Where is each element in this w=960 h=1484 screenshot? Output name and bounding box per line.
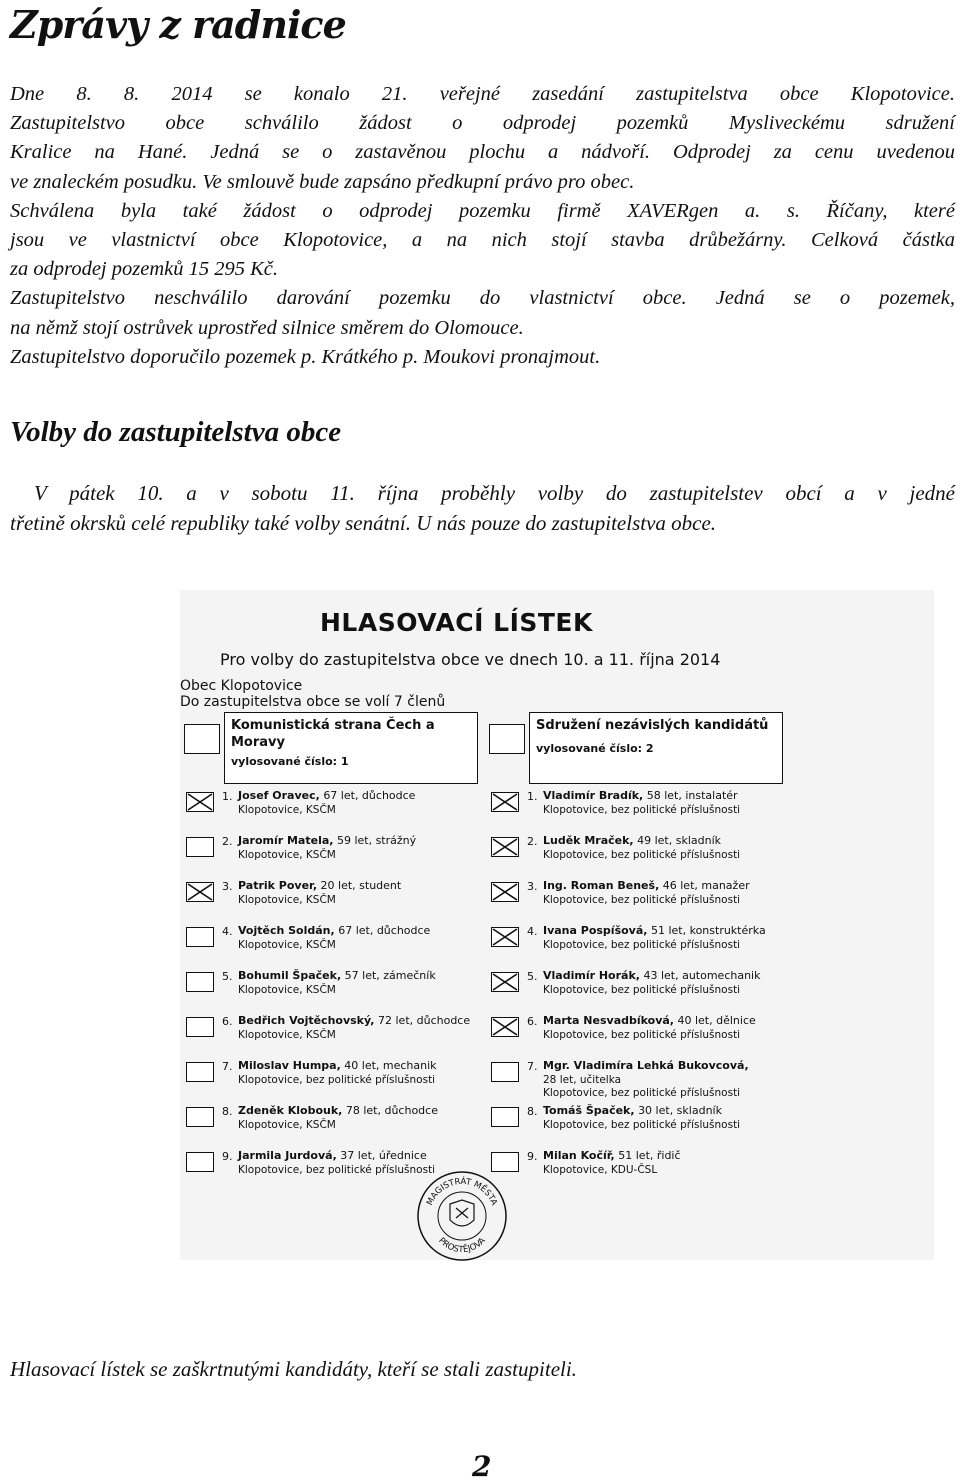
candidate-line-2: Klopotovice, KSČM <box>238 804 336 816</box>
page-number: 2 <box>472 1450 492 1483</box>
candidate-name: Bedřich Vojtěchovský, <box>238 1014 375 1027</box>
candidate-checkbox-checked[interactable] <box>491 792 519 812</box>
candidate-number: 9. <box>222 1150 233 1163</box>
candidate-name: Luděk Mraček, <box>543 834 634 847</box>
candidate-row <box>186 788 476 822</box>
candidate-info: 51 let, konstruktérka <box>650 924 766 937</box>
candidate-name: Vojtěch Soldán, <box>238 924 335 937</box>
candidate-line-1 <box>543 969 760 982</box>
page-title: Zprávy z radnice <box>10 2 346 47</box>
candidate-checkbox[interactable] <box>186 1062 214 1082</box>
paragraph-line: V pátek 10. a v sobotu 11. října proběhly volby do zastupitelstev obcí a v jedné <box>34 481 955 505</box>
candidate-number: 9. <box>527 1150 538 1163</box>
party-header <box>529 712 783 784</box>
candidate-checkbox-checked[interactable] <box>186 882 214 902</box>
candidate-row <box>491 788 781 822</box>
candidate-checkbox[interactable] <box>186 837 214 857</box>
paragraph-line: Schválena byla také žádost o odprodej pozemku firmě XAVERgen a. s. Říčany, které <box>10 199 955 222</box>
paragraph-line: Dne 8. 8. 2014 se konalo 21. veřejné zasedání zastupitelstva obce Klopotovice. <box>10 83 955 105</box>
candidate-line-2: Klopotovice, bez politické příslušnosti <box>543 1029 741 1041</box>
candidate-line-2: Klopotovice, KSČM <box>238 1029 336 1041</box>
candidate-number: 3. <box>527 880 538 893</box>
candidate-number: 4. <box>222 925 233 938</box>
paragraph-line: Zastupitelstvo doporučilo pozemek p. Krátkého p. Moukovi pronajmout. <box>10 345 601 368</box>
cross-mark-icon <box>492 793 518 811</box>
cross-mark-icon <box>187 883 213 901</box>
candidate-row <box>186 1013 476 1047</box>
paragraph-line: ve znaleckém posudku. Ve smlouvě bude zapsáno předkupní právo pro obec. <box>10 170 635 193</box>
candidate-info: 72 let, důchodce <box>378 1014 471 1027</box>
candidate-line-2: Klopotovice, bez politické příslušnosti <box>543 804 741 816</box>
candidate-number: 6. <box>527 1015 538 1028</box>
candidate-info: 57 let, zámečník <box>344 969 436 982</box>
candidate-line-2: Klopotovice, KSČM <box>238 849 336 861</box>
candidate-row <box>186 1058 476 1092</box>
cross-mark-icon <box>492 928 518 946</box>
candidate-info: 58 let, instalatér <box>646 789 738 802</box>
candidate-info: 40 let, dělnice <box>677 1014 756 1027</box>
candidate-line-1 <box>238 1149 427 1162</box>
candidate-info: 46 let, manažer <box>662 879 750 892</box>
seal-top-text: MAGISTRÁT MĚSTA <box>425 1176 499 1208</box>
candidate-line-2: Klopotovice, KSČM <box>238 894 336 906</box>
cross-mark-icon <box>492 838 518 856</box>
ballot-municipality: Obec Klopotovice <box>180 678 303 694</box>
candidate-checkbox[interactable] <box>186 1017 214 1037</box>
seal-bottom-text: PROSTĚJOVA <box>436 1235 488 1256</box>
candidate-line-1 <box>543 924 766 937</box>
paragraph-line: na němž stojí ostrůvek uprostřed silnice směrem do Olomouce. <box>10 316 524 339</box>
candidate-checkbox-checked[interactable] <box>491 927 519 947</box>
candidate-line-1 <box>543 834 721 847</box>
candidate-line-2: Klopotovice, bez politické příslušnosti <box>543 984 741 996</box>
candidate-line-1 <box>543 1104 722 1117</box>
candidate-name: Mgr. Vladimíra Lehká Bukovcová, <box>543 1059 749 1072</box>
party-name: Sdružení nezávislých kandidátů <box>536 718 769 733</box>
candidate-row <box>491 833 781 867</box>
candidate-line-1 <box>238 1014 470 1027</box>
candidate-row <box>491 1058 781 1099</box>
candidate-line-2: 28 let, učitelka <box>543 1074 622 1086</box>
candidate-line-2: Klopotovice, bez politické příslušnosti <box>238 1074 436 1086</box>
candidate-row <box>186 923 476 957</box>
candidate-number: 1. <box>222 790 233 803</box>
candidate-line-1 <box>543 789 738 802</box>
section-heading: Volby do zastupitelstva obce <box>10 416 342 448</box>
candidate-line-1 <box>238 1059 437 1072</box>
candidate-line-2: Klopotovice, bez politické příslušnosti <box>543 894 741 906</box>
candidate-line-2: Klopotovice, KSČM <box>238 1119 336 1131</box>
candidate-name: Patrik Pover, <box>238 879 318 892</box>
candidate-checkbox[interactable] <box>491 1107 519 1127</box>
candidate-name: Jaromír Matela, <box>238 834 334 847</box>
candidate-number: 2. <box>527 835 538 848</box>
candidate-checkbox-checked[interactable] <box>491 972 519 992</box>
candidate-line-1 <box>543 1014 756 1027</box>
candidate-name: Milan Kočíř, <box>543 1149 615 1162</box>
candidate-line-1 <box>543 1059 749 1072</box>
candidate-info: 78 let, důchodce <box>345 1104 438 1117</box>
candidate-line-2: Klopotovice, KSČM <box>238 939 336 951</box>
party-header <box>224 712 478 784</box>
candidate-line-1 <box>238 1104 438 1117</box>
candidate-info: 51 let, řidič <box>618 1149 681 1162</box>
ballot-members-count: Do zastupitelstva obce se volí 7 členů <box>180 694 446 710</box>
candidate-row <box>491 1013 781 1047</box>
candidate-row <box>186 878 476 912</box>
candidate-number: 5. <box>527 970 538 983</box>
candidate-name: Ing. Roman Beneš, <box>543 879 660 892</box>
image-caption: Hlasovací lístek se zaškrtnutými kandidáty, kteří se stali zastupiteli. <box>10 1357 577 1381</box>
candidate-number: 1. <box>527 790 538 803</box>
candidate-number: 8. <box>527 1105 538 1118</box>
candidate-info: 20 let, student <box>320 879 402 892</box>
candidate-number: 8. <box>222 1105 233 1118</box>
cross-mark-icon <box>492 1018 518 1036</box>
candidate-name: Marta Nesvadbíková, <box>543 1014 674 1027</box>
candidate-name: Tomáš Špaček, <box>543 1104 635 1117</box>
candidate-row <box>491 968 781 1002</box>
svg-text:PROSTĚJOVA <box>436 1236 488 1255</box>
ballot-subtitle: Pro volby do zastupitelstva obce ve dnech 10. a 11. října 2014 <box>220 650 721 669</box>
candidate-name: Miloslav Humpa, <box>238 1059 341 1072</box>
candidate-checkbox-checked[interactable] <box>491 882 519 902</box>
candidate-name: Vladimír Horák, <box>543 969 640 982</box>
candidate-checkbox-checked[interactable] <box>491 1017 519 1037</box>
candidate-row <box>186 833 476 867</box>
candidate-checkbox[interactable] <box>186 972 214 992</box>
candidate-line-1 <box>238 834 416 847</box>
candidate-info: 43 let, automechanik <box>643 969 761 982</box>
paragraph-line: Kralice na Hané. Jedná se o zastavěnou plochu a nádvoří. Odprodej za cenu uvedenou <box>10 141 955 164</box>
candidate-line-1 <box>238 969 436 982</box>
candidate-info: 59 let, strážný <box>336 834 417 847</box>
candidate-checkbox-checked[interactable] <box>491 837 519 857</box>
candidate-info: 30 let, skladník <box>638 1104 722 1117</box>
candidate-info: 37 let, úřednice <box>340 1149 427 1162</box>
candidate-line-1 <box>543 879 750 892</box>
candidate-info: 49 let, skladník <box>637 834 721 847</box>
candidate-checkbox[interactable] <box>186 927 214 947</box>
cross-mark-icon <box>187 793 213 811</box>
candidate-line-2: Klopotovice, bez politické příslušnosti <box>543 1119 741 1131</box>
candidate-line-2: Klopotovice, bez politické příslušnosti <box>543 939 741 951</box>
paragraph-line: za odprodej pozemků 15 295 Kč. <box>10 258 278 281</box>
candidate-name: Vladimír Bradík, <box>543 789 644 802</box>
election-text <box>10 478 955 538</box>
candidate-checkbox[interactable] <box>186 1107 214 1127</box>
candidate-row <box>491 878 781 912</box>
candidate-info: 40 let, mechanik <box>344 1059 437 1072</box>
candidate-line-1 <box>238 789 415 802</box>
candidate-row <box>491 923 781 957</box>
candidate-line-2: Klopotovice, KDU-ČSL <box>543 1164 658 1176</box>
cross-mark-icon <box>492 973 518 991</box>
candidate-line-1 <box>238 924 430 937</box>
candidate-checkbox[interactable] <box>186 1152 214 1172</box>
party-checkbox[interactable] <box>184 724 220 754</box>
candidate-name: Jarmila Jurdová, <box>238 1149 337 1162</box>
cross-mark-icon <box>492 883 518 901</box>
paragraph-line: třetině okrsků celé republiky také volby senátní. U nás pouze do zastupitelstva obce. <box>10 511 717 535</box>
candidate-row <box>491 1148 781 1182</box>
ballot-title: HLASOVACÍ LÍSTEK <box>320 608 593 637</box>
candidate-name: Josef Oravec, <box>238 789 320 802</box>
candidate-name: Zdeněk Klobouk, <box>238 1104 343 1117</box>
party-number: vylosované číslo: 2 <box>536 742 654 755</box>
article-body <box>10 80 955 372</box>
candidate-number: 3. <box>222 880 233 893</box>
candidate-row <box>186 1103 476 1137</box>
candidate-number: 2. <box>222 835 233 848</box>
party-checkbox[interactable] <box>489 724 525 754</box>
candidate-number: 4. <box>527 925 538 938</box>
candidate-number: 5. <box>222 970 233 983</box>
candidate-info: 67 let, důchodce <box>338 924 431 937</box>
candidate-checkbox[interactable] <box>491 1062 519 1082</box>
party-name: Moravy <box>231 735 285 750</box>
candidate-name: Bohumil Špaček, <box>238 969 342 982</box>
candidate-line-2: Klopotovice, bez politické příslušnosti <box>543 849 741 861</box>
official-seal <box>416 1170 508 1262</box>
candidate-line-1 <box>543 1149 681 1162</box>
candidate-checkbox-checked[interactable] <box>186 792 214 812</box>
candidate-number: 6. <box>222 1015 233 1028</box>
candidate-row <box>186 968 476 1002</box>
candidate-line-2: Klopotovice, bez politické příslušnosti <box>238 1164 436 1176</box>
candidate-name: Ivana Pospíšová, <box>543 924 648 937</box>
candidate-number: 7. <box>222 1060 233 1073</box>
party-name: Komunistická strana Čech a <box>231 718 435 733</box>
candidate-line-3: Klopotovice, bez politické příslušnosti <box>543 1087 741 1099</box>
candidate-info: 67 let, důchodce <box>323 789 416 802</box>
paragraph-line: Zastupitelstvo neschválilo darování pozemku do vlastnictví obce. Jedná se o pozemek, <box>10 287 955 310</box>
ballot-image <box>180 590 934 1260</box>
candidate-line-2: Klopotovice, KSČM <box>238 984 336 996</box>
paragraph-line: Zastupitelstvo obce schválilo žádost o odprodej pozemků Mysliveckému sdružení <box>10 112 955 135</box>
party-number: vylosované číslo: 1 <box>231 755 349 768</box>
candidate-line-1 <box>238 879 401 892</box>
candidate-checkbox[interactable] <box>491 1152 519 1172</box>
candidate-number: 7. <box>527 1060 538 1073</box>
paragraph-line: jsou ve vlastnictví obce Klopotovice, a na nich stojí stavba drůbežárny. Celková částka <box>10 229 955 252</box>
candidate-row <box>491 1103 781 1137</box>
